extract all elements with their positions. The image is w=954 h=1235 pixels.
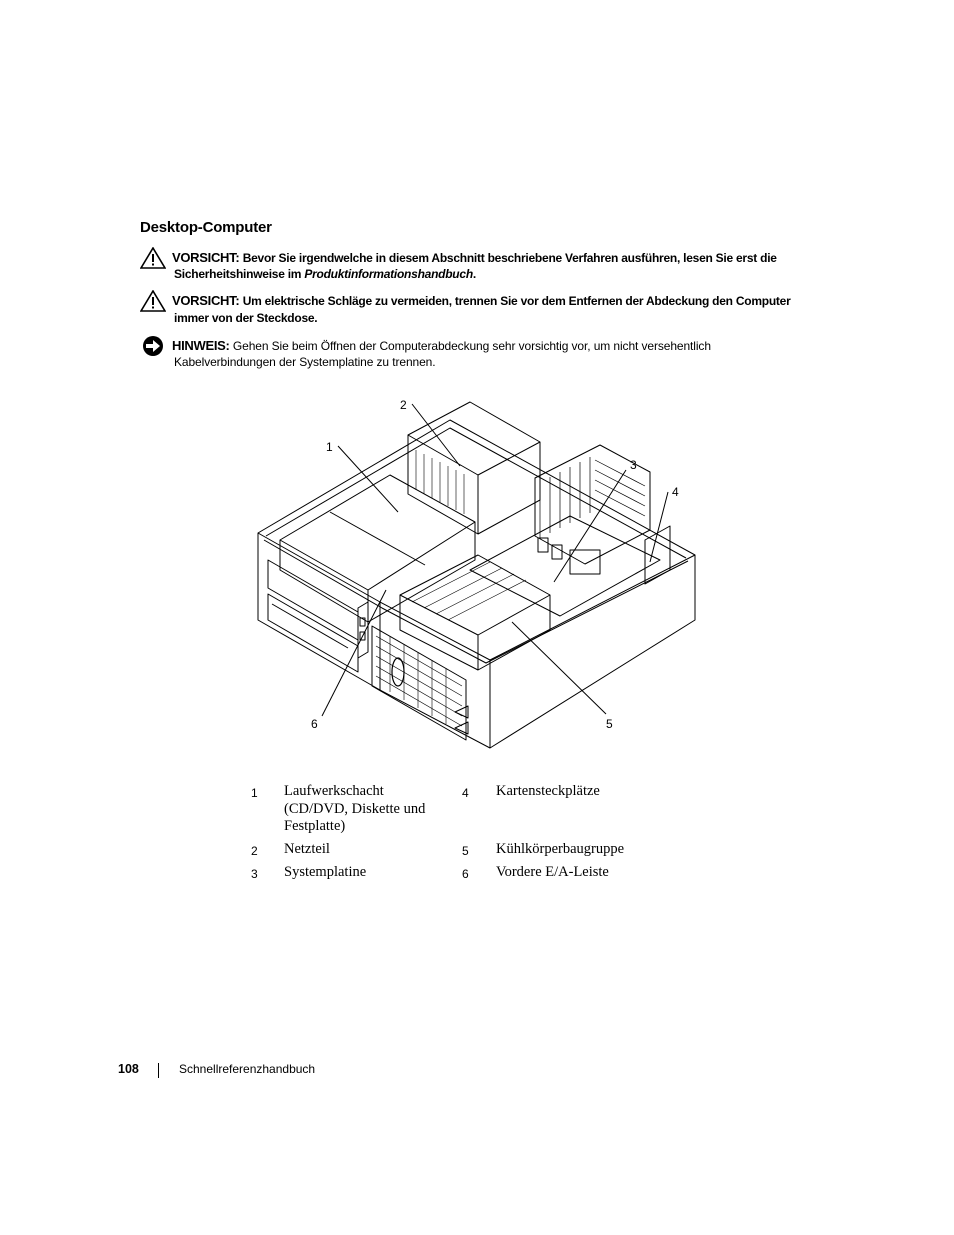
leader-line-2 <box>412 404 460 466</box>
warning-triangle-icon <box>140 290 166 312</box>
callout-5: 5 <box>606 717 613 731</box>
legend-text-4 <box>496 783 656 801</box>
legend-num-6: 6 <box>462 867 469 881</box>
chassis-front-edge <box>258 533 380 690</box>
callout-1: 1 <box>326 440 333 454</box>
legend-text-1 <box>284 783 444 836</box>
legend-line: Netzteil <box>284 841 330 857</box>
legend-num-2: 2 <box>251 844 258 858</box>
notice-label: VORSICHT: <box>172 250 240 265</box>
legend-num-4: 4 <box>462 786 469 800</box>
manual-reference: Produktinformationshandbuch <box>304 267 473 281</box>
front-vent-grille <box>372 626 466 740</box>
callout-3: 3 <box>630 458 637 472</box>
document-title: Schnellreferenzhandbuch <box>179 1062 316 1076</box>
legend-line: Systemplatine <box>284 864 367 880</box>
legend-line: Kartensteckplätze <box>496 783 600 799</box>
legend-line: Festplatte) <box>284 818 346 834</box>
notice-text-line2: immer von der Steckdose. <box>174 311 318 325</box>
leader-line-4 <box>650 492 668 562</box>
footer-separator <box>158 1063 159 1078</box>
notice-arrow-icon <box>140 335 166 357</box>
notice-text-end: . <box>472 267 476 281</box>
section-title: Desktop-Computer <box>140 219 272 236</box>
power-supply <box>408 402 540 534</box>
notice-text-line2: Sicherheitshinweise im <box>174 267 305 281</box>
legend-text-6 <box>496 864 656 882</box>
drive-bay-cage <box>280 475 475 622</box>
warning-triangle-icon <box>140 247 166 269</box>
callout-2: 2 <box>400 398 407 412</box>
legend-text-5 <box>496 841 656 859</box>
logo-badge <box>392 658 404 686</box>
desktop-computer-illustration <box>240 390 720 760</box>
legend-line: Vordere E/A-Leiste <box>496 864 609 880</box>
notice-text-line2: Kabelverbindungen der Systemplatine zu trennen. <box>174 355 436 369</box>
legend-line: (CD/DVD, Diskette und <box>284 800 426 817</box>
notice-text-line1: Gehen Sie beim Öffnen der Computerabdeckung sehr vorsichtig vor, um nicht versehentlich <box>232 339 711 353</box>
notice-text-line1: Um elektrische Schläge zu vermeiden, trennen Sie vor dem Entfernen der Abdeckung den Computer <box>242 294 791 308</box>
legend-num-3: 3 <box>251 867 258 881</box>
callout-6: 6 <box>311 717 318 731</box>
legend-text-2 <box>284 841 444 859</box>
leader-line-6 <box>322 590 386 716</box>
leader-line-5 <box>512 622 606 714</box>
legend-num-1: 1 <box>251 786 258 800</box>
legend-line: Laufwerkschacht <box>284 783 384 799</box>
io-panel <box>358 602 368 658</box>
notice-label: HINWEIS: <box>172 338 230 353</box>
legend-num-5: 5 <box>462 844 469 858</box>
page-number: 108 <box>118 1062 139 1076</box>
notice-text-line1: Bevor Sie irgendwelche in diesem Abschnitt beschriebene Verfahren ausführen, lesen Sie erst die <box>242 251 777 265</box>
legend-line: Kühlkörperbaugruppe <box>496 841 625 857</box>
legend-text-3 <box>284 864 444 882</box>
notice-label: VORSICHT: <box>172 293 240 308</box>
callout-4: 4 <box>672 485 679 499</box>
